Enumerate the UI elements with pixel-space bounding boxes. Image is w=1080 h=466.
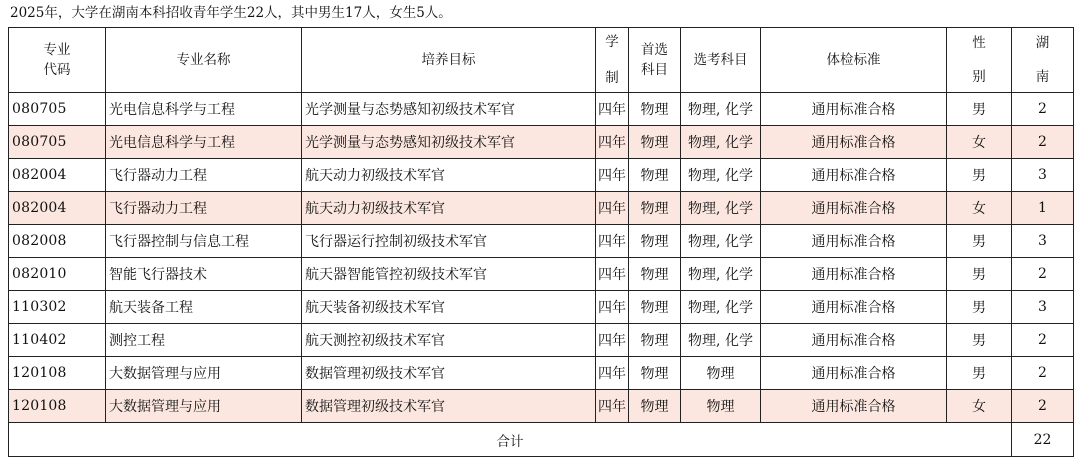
cell-count: 3 — [1012, 159, 1074, 192]
table-row — [9, 258, 1074, 291]
cell-duration: 四年 — [596, 258, 629, 291]
cell-elective-subjects: 物理 — [681, 390, 761, 423]
header-duration — [596, 28, 629, 93]
cell-first-subject: 物理 — [629, 93, 681, 126]
header-code-line2: 代码 — [43, 62, 71, 78]
cell-elective-subjects: 物理, 化学 — [681, 126, 761, 159]
cell-first-subject: 物理 — [629, 357, 681, 390]
cell-physical-standard: 通用标准合格 — [761, 159, 947, 192]
cell-gender: 男 — [947, 357, 1012, 390]
header-gender-line2: 别 — [972, 69, 986, 85]
cell-gender: 男 — [947, 258, 1012, 291]
header-row — [9, 28, 1074, 93]
cell-duration: 四年 — [596, 390, 629, 423]
cell-training-goal: 航天器智能管控初级技术军官 — [302, 258, 596, 291]
cell-major-name: 飞行器控制与信息工程 — [106, 225, 302, 258]
cell-gender: 女 — [947, 390, 1012, 423]
cell-major-name: 飞行器动力工程 — [106, 159, 302, 192]
admission-table — [8, 27, 1074, 457]
table-row — [9, 93, 1074, 126]
cell-physical-standard: 通用标准合格 — [761, 225, 947, 258]
cell-first-subject: 物理 — [629, 126, 681, 159]
cell-elective-subjects: 物理 — [681, 357, 761, 390]
cell-training-goal: 数据管理初级技术军官 — [302, 390, 596, 423]
cell-code: 082010 — [9, 258, 106, 291]
cell-code: 110302 — [9, 291, 106, 324]
header-code — [9, 28, 106, 93]
cell-gender: 男 — [947, 225, 1012, 258]
cell-code: 120108 — [9, 390, 106, 423]
table-row — [9, 390, 1074, 423]
table-row — [9, 126, 1074, 159]
table-row — [9, 192, 1074, 225]
cell-duration: 四年 — [596, 159, 629, 192]
cell-physical-standard: 通用标准合格 — [761, 324, 947, 357]
cell-elective-subjects: 物理, 化学 — [681, 225, 761, 258]
cell-gender: 女 — [947, 192, 1012, 225]
cell-training-goal: 航天动力初级技术军官 — [302, 192, 596, 225]
cell-major-name: 光电信息科学与工程 — [106, 93, 302, 126]
cell-first-subject: 物理 — [629, 390, 681, 423]
cell-major-name: 大数据管理与应用 — [106, 390, 302, 423]
cell-count: 2 — [1012, 126, 1074, 159]
cell-gender: 男 — [947, 291, 1012, 324]
cell-training-goal: 光学测量与态势感知初级技术军官 — [302, 126, 596, 159]
cell-physical-standard: 通用标准合格 — [761, 93, 947, 126]
cell-duration: 四年 — [596, 324, 629, 357]
header-first-line1: 首选 — [641, 42, 668, 58]
cell-training-goal: 航天动力初级技术军官 — [302, 159, 596, 192]
cell-duration: 四年 — [596, 192, 629, 225]
cell-physical-standard: 通用标准合格 — [761, 192, 947, 225]
cell-training-goal: 航天装备初级技术军官 — [302, 291, 596, 324]
cell-elective-subjects: 物理, 化学 — [681, 192, 761, 225]
table-row — [9, 159, 1074, 192]
header-duration-line1: 学 — [605, 34, 619, 50]
cell-count: 2 — [1012, 357, 1074, 390]
cell-elective-subjects: 物理, 化学 — [681, 291, 761, 324]
cell-code: 082004 — [9, 192, 106, 225]
header-province-line1: 湖 — [1035, 35, 1050, 51]
header-province-line2: 南 — [1035, 69, 1050, 85]
cell-elective-subjects: 物理, 化学 — [681, 258, 761, 291]
cell-first-subject: 物理 — [629, 258, 681, 291]
cell-count: 2 — [1012, 390, 1074, 423]
table-row — [9, 324, 1074, 357]
cell-count: 3 — [1012, 225, 1074, 258]
cell-gender: 女 — [947, 126, 1012, 159]
cell-count: 3 — [1012, 291, 1074, 324]
cell-gender: 男 — [947, 324, 1012, 357]
header-name: 专业名称 — [106, 28, 302, 93]
cell-code: 120108 — [9, 357, 106, 390]
cell-major-name: 光电信息科学与工程 — [106, 126, 302, 159]
intro-text: 2025年，大学在湖南本科招收青年学生22人，其中男生17人，女生5人。 — [10, 5, 452, 21]
header-gender — [947, 28, 1012, 93]
header-gender-line1: 性 — [972, 35, 986, 51]
cell-gender: 男 — [947, 159, 1012, 192]
cell-training-goal: 数据管理初级技术军官 — [302, 357, 596, 390]
cell-first-subject: 物理 — [629, 324, 681, 357]
cell-physical-standard: 通用标准合格 — [761, 291, 947, 324]
cell-training-goal: 光学测量与态势感知初级技术军官 — [302, 93, 596, 126]
cell-elective-subjects: 物理, 化学 — [681, 93, 761, 126]
cell-physical-standard: 通用标准合格 — [761, 126, 947, 159]
header-first-line2: 科目 — [641, 62, 668, 78]
cell-physical-standard: 通用标准合格 — [761, 258, 947, 291]
table-row — [9, 225, 1074, 258]
header-code-line1: 专业 — [43, 42, 71, 58]
cell-physical-standard: 通用标准合格 — [761, 357, 947, 390]
cell-first-subject: 物理 — [629, 225, 681, 258]
cell-first-subject: 物理 — [629, 159, 681, 192]
cell-major-name: 飞行器动力工程 — [106, 192, 302, 225]
cell-training-goal: 飞行器运行控制初级技术军官 — [302, 225, 596, 258]
header-duration-line2: 制 — [605, 70, 619, 86]
cell-code: 080705 — [9, 93, 106, 126]
table-row — [9, 357, 1074, 390]
cell-duration: 四年 — [596, 357, 629, 390]
total-count: 22 — [1012, 423, 1074, 457]
cell-duration: 四年 — [596, 126, 629, 159]
cell-code: 082004 — [9, 159, 106, 192]
cell-major-name: 测控工程 — [106, 324, 302, 357]
header-first-subject — [629, 28, 681, 93]
cell-first-subject: 物理 — [629, 291, 681, 324]
total-label: 合计 — [9, 423, 1012, 457]
cell-physical-standard: 通用标准合格 — [761, 390, 947, 423]
cell-first-subject: 物理 — [629, 192, 681, 225]
cell-duration: 四年 — [596, 93, 629, 126]
header-goal: 培养目标 — [302, 28, 596, 93]
cell-count: 2 — [1012, 258, 1074, 291]
cell-count: 2 — [1012, 324, 1074, 357]
cell-elective-subjects: 物理, 化学 — [681, 324, 761, 357]
cell-elective-subjects: 物理, 化学 — [681, 159, 761, 192]
cell-gender: 男 — [947, 93, 1012, 126]
cell-major-name: 智能飞行器技术 — [106, 258, 302, 291]
cell-duration: 四年 — [596, 291, 629, 324]
cell-major-name: 大数据管理与应用 — [106, 357, 302, 390]
cell-code: 082008 — [9, 225, 106, 258]
cell-major-name: 航天装备工程 — [106, 291, 302, 324]
cell-code: 080705 — [9, 126, 106, 159]
cell-duration: 四年 — [596, 225, 629, 258]
total-row — [9, 423, 1074, 457]
header-elective: 选考科目 — [681, 28, 761, 93]
cell-count: 1 — [1012, 192, 1074, 225]
header-physical: 体检标准 — [761, 28, 947, 93]
table-row — [9, 291, 1074, 324]
cell-code: 110402 — [9, 324, 106, 357]
header-province — [1012, 28, 1074, 93]
cell-count: 2 — [1012, 93, 1074, 126]
cell-training-goal: 航天测控初级技术军官 — [302, 324, 596, 357]
